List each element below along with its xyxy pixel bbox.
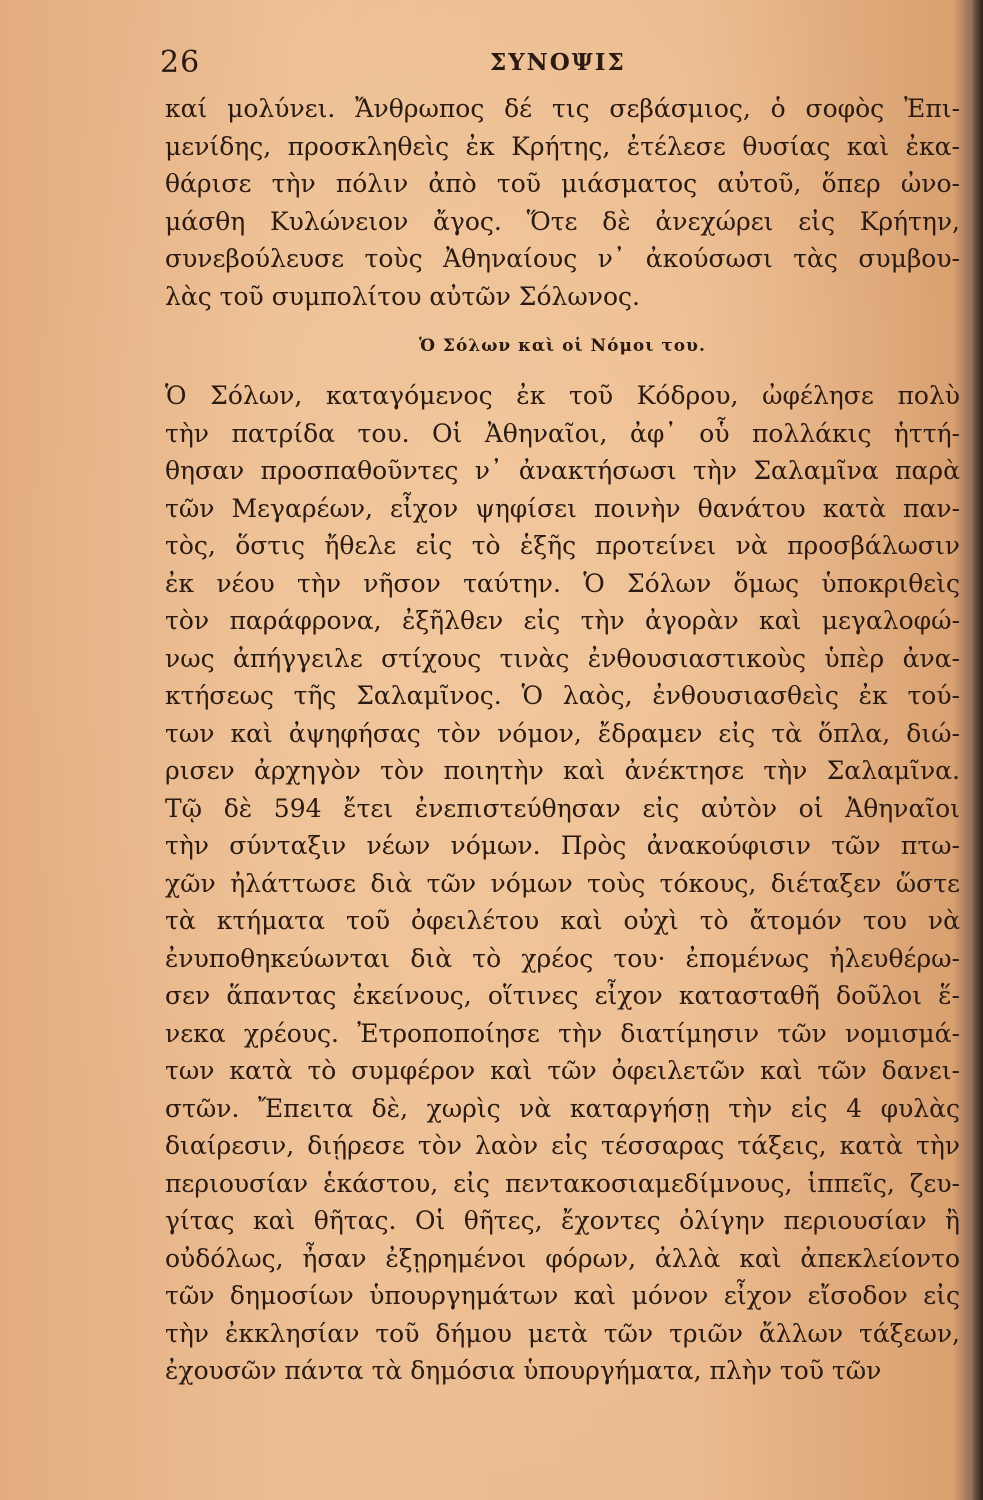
text-line: περιουσίαν ἑκάστου, εἰς πεντακοσιαμεδίμνους, ἱππεῖς, ζευ- <box>165 1168 960 1198</box>
text-line: ἐχουσῶν πάντα τὰ δημόσια ὑπουργήματα, πλὴν τοῦ τῶν <box>165 1356 882 1385</box>
text-line: στῶν. Ἔπειτα δὲ, χωρὶς νὰ καταργήσῃ τὴν εἰς 4 φυλὰς <box>165 1093 960 1123</box>
text-line: των κατὰ τὸ συμφέρον καὶ τῶν ὀφειλετῶν καὶ τῶν δανει- <box>165 1056 960 1085</box>
text-line: συνεβούλευσε τοὺς Ἀθηναίους ν᾿ ἀκούσωσι τὰς συμβου- <box>165 244 960 273</box>
text-line: θάρισε τὴν πόλιν ἀπὸ τοῦ μιάσματος αὐτοῦ, ὅπερ ὠνο- <box>165 169 960 198</box>
text-line: Ὁ Σόλων, καταγόμενος ἐκ τοῦ Κόδρου, ὠφέλησε πολὺ <box>165 381 960 410</box>
text-line: θησαν προσπαθοῦντες ν᾿ ἀνακτήσωσι τὴν Σαλαμῖνα παρὰ <box>165 456 960 485</box>
text-line: τὸν παράφρονα, ἐξῆλθεν εἰς τὴν ἀγορὰν καὶ μεγαλοφώ- <box>165 606 960 635</box>
text-line: ἐκ νέου τὴν νῆσον ταύτην. Ὁ Σόλων ὅμως ὑποκριθεὶς <box>165 568 960 598</box>
text-line: σεν ἅπαντας ἐκείνους, οἵτινες εἶχον κατασταθῆ δοῦλοι ἕ- <box>165 981 960 1010</box>
text-line: λὰς τοῦ συμπολίτου αὐτῶν Σόλωνος. <box>165 281 640 311</box>
text-line: τὴν ἐκκλησίαν τοῦ δήμου μετὰ τῶν τριῶν ἄλλων τάξεων, <box>165 1318 960 1348</box>
text-line: μενίδης, προσκληθεὶς ἐκ Κρήτης, ἐτέλεσε θυσίας καὶ ἐκα- <box>165 131 960 161</box>
body-text <box>165 90 960 1390</box>
text-line: νεκα χρέους. Ἐτροποποίησε τὴν διατίμησιν τῶν νομισμά- <box>165 1018 960 1048</box>
text-line: Τῷ δὲ 594 ἔτει ἐνεπιστεύθησαν εἰς αὐτὸν οἱ Ἀθηναῖοι <box>165 793 960 823</box>
text-line: νως ἀπήγγειλε στίχους τινὰς ἐνθουσιαστικοὺς ὑπὲρ ἀνα- <box>165 643 960 673</box>
text-line: οὐδόλως, ἦσαν ἐξῃρημένοι φόρων, ἀλλὰ καὶ ἀπεκλείοντο <box>165 1243 960 1273</box>
text-line: ἐνυποθηκεύωνται διὰ τὸ χρέος του· ἐπομένως ἠλευθέρω- <box>165 943 960 973</box>
page-number: 26 <box>160 45 201 80</box>
text-line: καί μολύνει. Ἄνθρωπος δέ τις σεβάσμιος, ὁ σοφὸς Ἐπι- <box>165 94 960 123</box>
paragraph-1 <box>165 90 960 315</box>
text-line: τὴν πατρίδα του. Οἱ Ἀθηναῖοι, ἀφ᾿ οὗ πολλάκις ἡττή- <box>165 418 960 448</box>
text-line: των καὶ ἀψηφήσας τὸν νόμον, ἔδραμεν εἰς τὰ ὅπλα, διώ- <box>165 718 960 748</box>
text-line: διαίρεσιν, διῄρεσε τὸν λαὸν εἰς τέσσαρας τάξεις, κατὰ τὴν <box>165 1131 960 1160</box>
text-line: χῶν ἠλάττωσε διὰ τῶν νόμων τοὺς τόκους, διέταξεν ὥστε <box>165 868 960 898</box>
text-line: τὸς, ὅστις ἤθελε εἰς τὸ ἑξῆς προτείνει νὰ προσβάλωσιν <box>165 531 960 560</box>
text-line: κτήσεως τῆς Σαλαμῖνος. Ὁ λαὸς, ἐνθουσιασθεὶς ἐκ τού- <box>165 681 960 710</box>
text-line: γίτας καὶ θῆτας. Οἱ θῆτες, ἔχοντες ὀλίγην περιουσίαν ἢ <box>165 1206 960 1235</box>
text-line: τὰ κτήματα τοῦ ὀφειλέτου καὶ οὐχὶ τὸ ἄτομόν του νὰ <box>165 906 960 935</box>
text-line: τῶν δημοσίων ὑπουργημάτων καὶ μόνον εἶχον εἴσοδον εἰς <box>165 1281 960 1310</box>
text-line: τῶν Μεγαρέων, εἶχον ψηφίσει ποινὴν θανάτου κατὰ παν- <box>165 493 960 523</box>
text-line: τὴν σύνταξιν νέων νόμων. Πρὸς ἀνακούφισιν τῶν πτω- <box>165 831 960 860</box>
running-title: ΣΥΝΟΨΙΣ <box>490 49 626 76</box>
book-spine <box>973 0 983 1500</box>
paragraph-2 <box>165 377 960 1390</box>
section-heading: Ὁ Σόλων καὶ οἱ Νόμοι του. <box>419 336 706 356</box>
text-line: ρισεν ἀρχηγὸν τὸν ποιητὴν καὶ ἀνέκτησε τὴν Σαλαμῖνα. <box>165 756 960 785</box>
text-line: μάσθη Κυλώνειον ἄγος. Ὅτε δὲ ἀνεχώρει εἰς Κρήτην, <box>165 206 960 236</box>
page-header <box>160 45 960 95</box>
